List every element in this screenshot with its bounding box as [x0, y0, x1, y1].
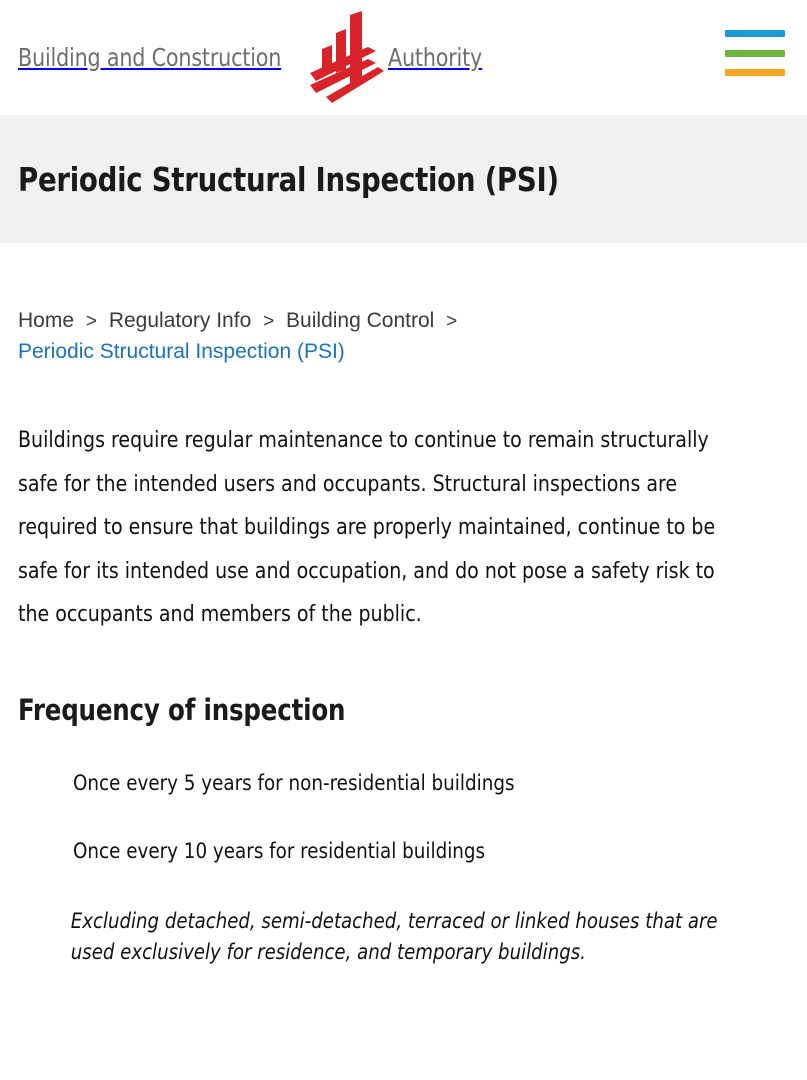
site-header: [0, 0, 807, 115]
frequency-exclusion-note: Excluding detached, semi-detached, terraced or linked houses that are used exclusively for residence, and temporary buildings.: [70, 908, 718, 964]
list-item: Once every 10 years for residential buildings: [73, 839, 486, 864]
list-item: Once every 5 years for non-residential buildings: [73, 770, 515, 795]
frequency-list: [18, 769, 789, 866]
breadcrumb-separator-icon: >: [263, 311, 275, 332]
site-logo-link[interactable]: [18, 12, 490, 102]
brand-text-right: Authority: [388, 42, 483, 72]
section-heading-frequency: Frequency of inspection: [18, 692, 346, 727]
breadcrumb-separator-icon: >: [85, 311, 97, 332]
breadcrumb-item-home[interactable]: Home: [18, 309, 75, 332]
breadcrumb-separator-icon: >: [446, 311, 458, 332]
hamburger-bar-blue-icon: [725, 30, 785, 37]
brand-text-left: Building and Construction: [18, 42, 282, 72]
hamburger-bar-green-icon: [725, 50, 785, 57]
intro-paragraph: Buildings require regular maintenance to continue to remain structurally safe for the intended users and occupants. Structural inspections are required to ensure that buildings are properly maintained, continue to be safe for its intended use and occupation, and do not pose a safety risk to the occupants and members of the public.: [18, 428, 716, 628]
bca-logo-icon: [306, 11, 384, 103]
page-title: Periodic Structural Inspection (PSI): [18, 159, 559, 199]
breadcrumb-item-regulatory-info[interactable]: Regulatory Info: [108, 309, 252, 332]
breadcrumb-item-current[interactable]: Periodic Structural Inspection (PSI): [18, 340, 345, 364]
hamburger-bar-orange-icon: [725, 69, 785, 76]
hamburger-menu-button[interactable]: [725, 30, 785, 76]
main-content: [0, 305, 807, 968]
breadcrumb: [18, 305, 578, 367]
page-title-band: [0, 115, 807, 243]
breadcrumb-item-building-control[interactable]: Building Control: [286, 309, 435, 332]
